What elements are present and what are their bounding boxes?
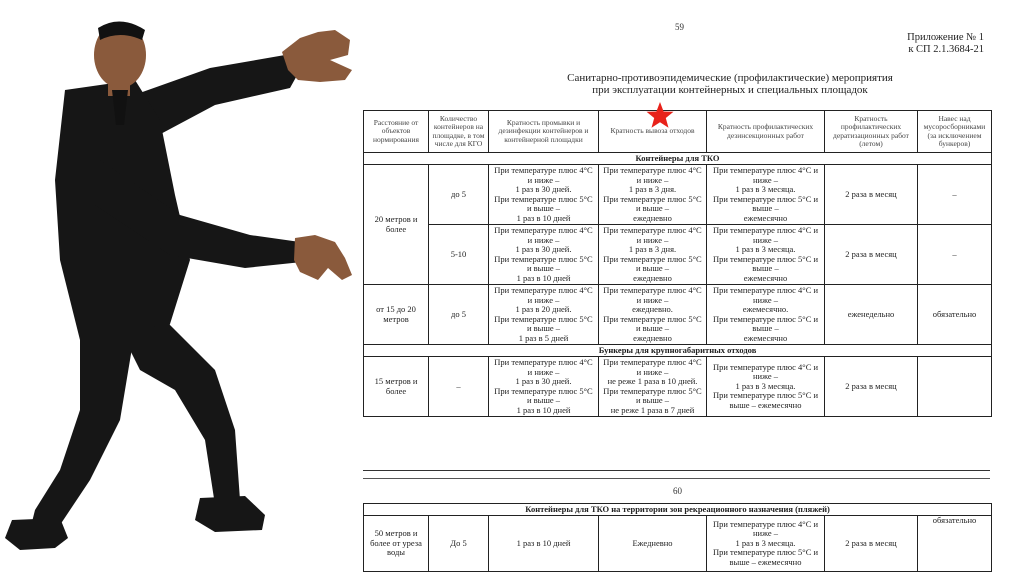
section-row [364, 504, 992, 516]
header-cell: Количество контейнеров на площадке, в том числе для КГО [429, 111, 489, 153]
wash-cell [489, 225, 599, 285]
distance-cell: 20 метров и более [364, 165, 429, 285]
cell-line: При температуре плюс 5°С [494, 253, 593, 264]
cell-line: При температуре плюс 5°С и [712, 547, 819, 558]
header-cell: Кратность промывки и дезинфекции контейнеров и контейнерной площадки [489, 111, 599, 153]
cell-line: При температуре плюс 4°С [494, 357, 593, 367]
distance-cell: 50 метров и более от уреза воды [364, 516, 429, 572]
cell-line: При температуре плюс 5°С [494, 385, 593, 396]
cell-line: и ниже – [636, 294, 669, 305]
disinsection-cell [707, 285, 825, 345]
appendix-line1: Приложение № 1 [907, 32, 984, 43]
cell-line: и выше – [635, 263, 670, 273]
deratization-cell: 2 раза в месяц [825, 165, 918, 225]
deratization-cell: еженедельно [825, 285, 918, 345]
count-cell: до 5 [429, 285, 489, 345]
canopy-cell: обязательно [918, 285, 992, 345]
cell-line: и выше – [526, 323, 561, 333]
cell-line: При температуре плюс 5°С и [712, 390, 819, 401]
cell-line: При температуре плюс 4°С [494, 285, 593, 295]
disinsection-cell [707, 516, 825, 572]
header-cell: Навес над мусоросборниками (за исключением бункеров) [918, 111, 992, 153]
wash-cell [489, 285, 599, 345]
cell-line: 1 раз в 3 дня. [628, 244, 677, 254]
cell-line: При температуре плюс 4°С и [712, 165, 819, 175]
count-cell: – [429, 357, 489, 417]
cell-line: ежедневно [633, 272, 672, 283]
cell-line: ежемесячно. [742, 304, 789, 314]
cell-line: и ниже – [636, 366, 669, 377]
section-heading: Бункеры для крупногабаритных отходов [364, 345, 992, 357]
table-header-row [364, 111, 992, 153]
canopy-cell: – [918, 165, 992, 225]
appendix-line2: к СП 2.1.3684-21 [908, 44, 984, 55]
cell-line: При температуре плюс 4°С и [712, 518, 819, 529]
canopy-cell: обязательно [918, 516, 992, 572]
cell-line: 1 раз в 3 месяца. [735, 380, 796, 391]
cell-line: выше – ежемесячно [729, 556, 802, 567]
appendix-note [907, 32, 984, 56]
cell-line: ниже – [752, 234, 778, 245]
cell-line: 1 раз в 10 дней [516, 272, 571, 283]
header-cell: Кратность профилактических дератизационных работ (летом) [825, 111, 918, 153]
cell-line: 1 раз в 3 месяца. [735, 184, 796, 194]
cell-line: При температуре плюс 5°С [603, 385, 702, 396]
cell-line: При температуре плюс 5°С [603, 193, 702, 204]
cell-line: При температуре плюс 4°С [603, 285, 702, 295]
cell-line: При температуре плюс 4°С и [712, 225, 819, 235]
header-cell: Расстояние от объектов нормирования [364, 111, 429, 153]
header-cell: Кратность профилактических дезинсекционных работ [707, 111, 825, 153]
pointing-man-cutout [0, 10, 370, 570]
cell-line: 1 раз в 5 дней [518, 332, 569, 343]
distance-cell: от 15 до 20 метров [364, 285, 429, 345]
removal-cell [599, 357, 707, 417]
cell-line: При температуре плюс 4°С и [712, 361, 819, 372]
cell-line: и ниже – [527, 366, 560, 377]
cell-line: и ниже – [527, 174, 560, 185]
cell-line: ежемесячно [743, 332, 788, 343]
removal-cell [599, 165, 707, 225]
disinsection-cell [707, 357, 825, 417]
distance-cell: 15 метров и более [364, 357, 429, 417]
cell-line: и выше – [635, 203, 670, 213]
wash-cell: 1 раз в 10 дней [489, 516, 599, 572]
count-cell: до 5 [429, 165, 489, 225]
cell-line: ежемесячно [743, 272, 788, 283]
cell-line: не реже 1 раза в 10 дней. [607, 376, 698, 386]
section-row [364, 345, 992, 357]
measures-table [363, 110, 992, 417]
cell-line: При температуре плюс 4°С и [712, 285, 819, 295]
cell-line: выше – [752, 323, 779, 333]
cell-line: ниже – [752, 528, 778, 539]
cell-line: ежедневно [633, 212, 672, 223]
cell-line: При температуре плюс 5°С и [712, 253, 819, 264]
cell-line: выше – ежемесячно [729, 399, 802, 410]
cell-line: и выше – [635, 395, 670, 405]
page-number: 60 [673, 486, 682, 496]
section-heading: Контейнеры для ТКО [364, 153, 992, 165]
title-line1: Санитарно-противоэпидемические (профилактические) мероприятия [567, 72, 893, 84]
cell-line: ниже – [752, 371, 778, 382]
removal-cell [599, 285, 707, 345]
cell-line: 1 раз в 3 дня. [628, 184, 677, 194]
cell-line: При температуре плюс 4°С [603, 357, 702, 367]
count-cell: До 5 [429, 516, 489, 572]
disinsection-cell [707, 165, 825, 225]
cell-line: 1 раз в 3 месяца. [735, 537, 796, 548]
beach-table [363, 503, 992, 572]
disinsection-cell [707, 225, 825, 285]
cell-line: ежедневно [633, 332, 672, 343]
removal-cell: Ежедневно [599, 516, 707, 572]
removal-cell [599, 225, 707, 285]
cell-line: 1 раз в 10 дней [516, 212, 571, 223]
deratization-cell: 2 раза в месяц [825, 225, 918, 285]
cell-line: ниже – [752, 294, 778, 305]
cell-line: и выше – [526, 203, 561, 213]
page-break-line [363, 470, 990, 471]
red-star-icon [645, 101, 675, 129]
cell-line: При температуре плюс 4°С [603, 165, 702, 175]
count-cell: 5-10 [429, 225, 489, 285]
cell-line: выше – [752, 203, 779, 213]
header-cell: Кратность вывоза отходов [599, 111, 707, 153]
deratization-cell: 2 раза в месяц [825, 357, 918, 417]
cell-line: и ниже – [527, 234, 560, 245]
cell-line: 1 раз в 30 дней. [515, 376, 572, 386]
cell-line: При температуре плюс 5°С и [712, 313, 819, 324]
table-row [364, 516, 992, 572]
section-heading: Контейнеры для ТКО на территории зон рекреационного назначения (пляжей) [364, 504, 992, 516]
table-row [364, 165, 992, 225]
wash-cell [489, 165, 599, 225]
cell-line: При температуре плюс 5°С [603, 253, 702, 264]
cell-line: ежедневно. [632, 304, 673, 314]
cell-line: и выше – [635, 323, 670, 333]
cell-line: и выше – [526, 263, 561, 273]
canopy-cell [918, 357, 992, 417]
cell-line: не реже 1 раза в 7 дней [610, 404, 695, 415]
cell-line: 1 раз в 30 дней. [515, 244, 572, 254]
cell-line: 1 раз в 30 дней. [515, 184, 572, 194]
cell-line: и ниже – [527, 294, 560, 305]
title-line2: при эксплуатации контейнерных и специальных площадок [592, 84, 868, 96]
cell-line: 1 раз в 10 дней [516, 404, 571, 415]
table-row [364, 357, 992, 417]
cell-line: При температуре плюс 5°С [603, 313, 702, 324]
cell-line: и выше – [526, 395, 561, 405]
table-row [364, 285, 992, 345]
cell-line: ниже – [752, 174, 778, 185]
cell-line: ежемесячно [743, 212, 788, 223]
cell-line: и ниже – [636, 234, 669, 245]
document-title [440, 72, 1020, 96]
cell-line: При температуре плюс 4°С [494, 225, 593, 235]
cell-line: выше – [752, 263, 779, 273]
page-number: 59 [675, 22, 684, 32]
cell-line: При температуре плюс 5°С и [712, 193, 819, 204]
cell-line: 1 раз в 3 месяца. [735, 244, 796, 254]
cell-line: и ниже – [636, 174, 669, 185]
table-row [364, 225, 992, 285]
cell-line: При температуре плюс 5°С [494, 313, 593, 324]
deratization-cell: 2 раза в месяц [825, 516, 918, 572]
cell-line: При температуре плюс 5°С [494, 193, 593, 204]
cell-line: При температуре плюс 4°С [603, 225, 702, 235]
canopy-cell: – [918, 225, 992, 285]
cell-line: При температуре плюс 4°С [494, 165, 593, 175]
section-row [364, 153, 992, 165]
wash-cell [489, 357, 599, 417]
page-top-line [363, 478, 990, 479]
cell-line: 1 раз в 20 дней. [515, 304, 572, 314]
